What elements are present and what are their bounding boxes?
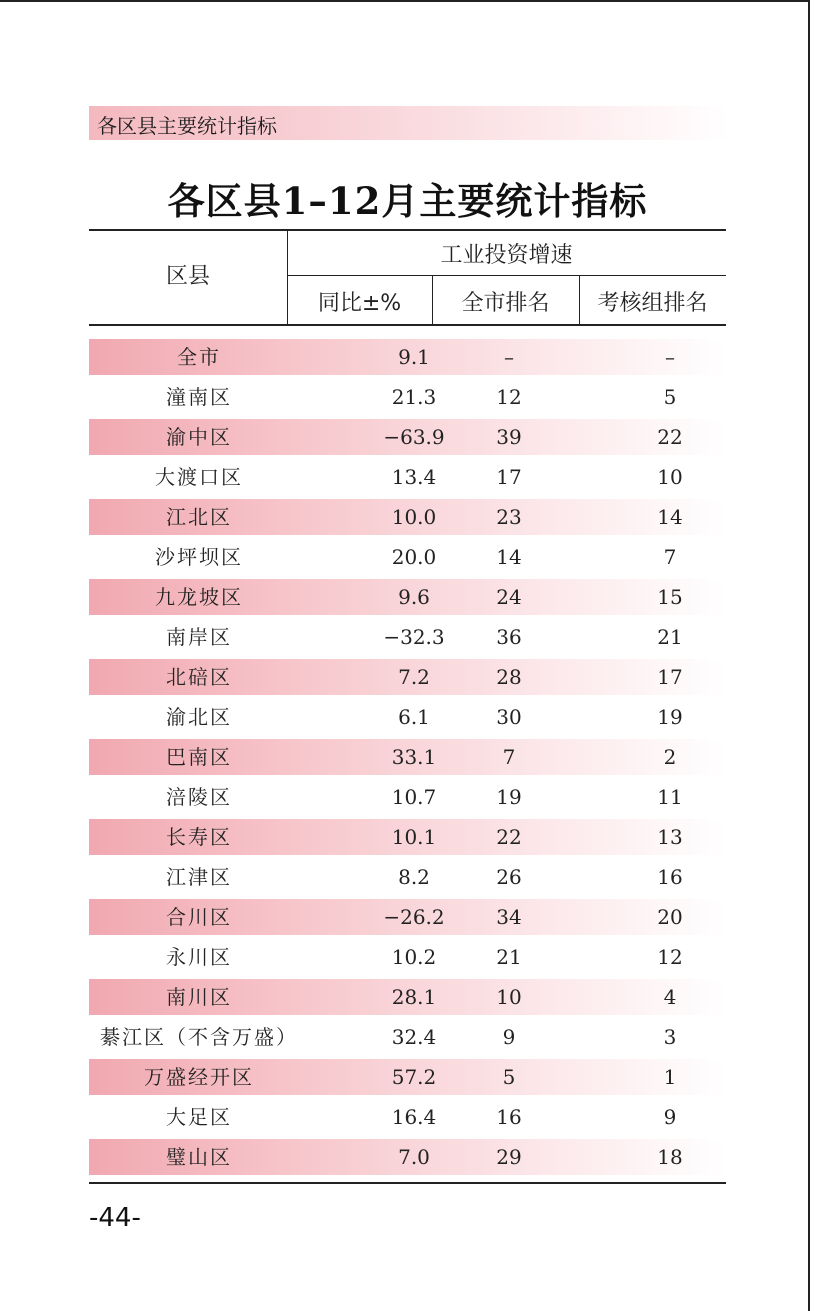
yoy-value: 10.0 bbox=[391, 505, 437, 529]
table-row bbox=[89, 419, 726, 455]
group-rank-value: 2 bbox=[663, 745, 677, 769]
table-row bbox=[89, 499, 726, 535]
district-name: 渝中区 bbox=[166, 425, 232, 449]
yoy-value: 10.2 bbox=[391, 945, 437, 969]
header-bottom-rule bbox=[89, 324, 726, 326]
district-name: 永川区 bbox=[166, 945, 232, 969]
table-row bbox=[89, 1139, 726, 1175]
table-row bbox=[89, 899, 726, 935]
yoy-value: 10.7 bbox=[391, 785, 437, 809]
group-rank-value: 19 bbox=[657, 705, 683, 729]
yoy-value: 20.0 bbox=[391, 545, 437, 569]
district-name: 大足区 bbox=[166, 1105, 232, 1129]
group-rank-value: 3 bbox=[663, 1025, 677, 1049]
city-rank-value: 34 bbox=[496, 905, 522, 929]
page-title: 各区县1–12月主要统计指标 bbox=[167, 179, 648, 223]
district-name: 长寿区 bbox=[166, 825, 232, 849]
city-rank-value: 19 bbox=[496, 785, 522, 809]
city-rank-value: – bbox=[504, 345, 514, 369]
city-rank-value: 22 bbox=[496, 825, 522, 849]
table-row bbox=[89, 1059, 726, 1095]
yoy-value: −32.3 bbox=[383, 625, 445, 649]
yoy-value: −26.2 bbox=[383, 905, 445, 929]
yoy-value: 57.2 bbox=[391, 1065, 437, 1089]
city-rank-value: 16 bbox=[496, 1105, 522, 1129]
table-row bbox=[89, 339, 726, 375]
district-name: 江津区 bbox=[166, 865, 232, 889]
group-rank-value: 11 bbox=[657, 785, 683, 809]
yoy-value: 9.1 bbox=[398, 345, 430, 369]
yoy-value: −63.9 bbox=[383, 425, 445, 449]
table-row bbox=[89, 779, 726, 819]
yoy-value: 32.4 bbox=[391, 1025, 437, 1049]
city-rank-value: 9 bbox=[502, 1025, 516, 1049]
district-name: 潼南区 bbox=[166, 385, 232, 409]
city-rank-value: 26 bbox=[496, 865, 522, 889]
table-row bbox=[89, 979, 726, 1015]
district-name: 涪陵区 bbox=[166, 785, 232, 809]
city-rank-value: 24 bbox=[496, 585, 522, 609]
header-city-rank: 全市排名 bbox=[461, 291, 550, 316]
district-name: 大渡口区 bbox=[155, 465, 243, 489]
table-row bbox=[89, 579, 726, 615]
yoy-value: 21.3 bbox=[391, 385, 437, 409]
group-rank-value: 7 bbox=[663, 545, 677, 569]
table-row bbox=[89, 659, 726, 695]
city-rank-value: 21 bbox=[496, 945, 522, 969]
group-rank-value: 10 bbox=[657, 465, 683, 489]
district-name: 江北区 bbox=[166, 505, 232, 529]
table-row bbox=[89, 1019, 726, 1059]
page-number: -44- bbox=[89, 1203, 141, 1233]
yoy-value: 9.6 bbox=[398, 585, 430, 609]
table-top-rule bbox=[89, 229, 726, 231]
yoy-value: 6.1 bbox=[398, 705, 430, 729]
city-rank-value: 10 bbox=[496, 985, 522, 1009]
yoy-value: 28.1 bbox=[391, 985, 437, 1009]
district-name: 九龙坡区 bbox=[155, 585, 243, 609]
district-name: 全市 bbox=[177, 345, 221, 369]
table-row bbox=[89, 819, 726, 855]
group-rank-value: 12 bbox=[657, 945, 683, 969]
group-rank-value: 22 bbox=[657, 425, 683, 449]
table-body bbox=[89, 339, 726, 1179]
group-rank-value: 16 bbox=[657, 865, 683, 889]
group-rank-value: 17 bbox=[657, 665, 683, 689]
city-rank-value: 17 bbox=[496, 465, 522, 489]
yoy-value: 13.4 bbox=[391, 465, 437, 489]
district-name: 璧山区 bbox=[166, 1145, 232, 1169]
city-rank-value: 12 bbox=[496, 385, 522, 409]
table-bottom-rule bbox=[89, 1182, 726, 1184]
group-rank-value: 9 bbox=[663, 1105, 677, 1129]
city-rank-value: 36 bbox=[496, 625, 522, 649]
group-rank-value: 20 bbox=[657, 905, 683, 929]
group-rank-value: 15 bbox=[657, 585, 683, 609]
city-rank-value: 28 bbox=[496, 665, 522, 689]
district-name: 北碚区 bbox=[166, 665, 232, 689]
header-group-rank: 考核组排名 bbox=[597, 291, 708, 316]
city-rank-value: 7 bbox=[502, 745, 516, 769]
district-name: 綦江区（不含万盛） bbox=[100, 1025, 298, 1049]
city-rank-value: 39 bbox=[496, 425, 522, 449]
yoy-value: 10.1 bbox=[391, 825, 437, 849]
group-rank-value: 14 bbox=[657, 505, 683, 529]
district-name: 南川区 bbox=[166, 985, 232, 1009]
table-row bbox=[89, 1099, 726, 1139]
header-district: 区县 bbox=[165, 264, 210, 289]
district-name: 巴南区 bbox=[166, 745, 232, 769]
table-row bbox=[89, 459, 726, 499]
city-rank-value: 30 bbox=[496, 705, 522, 729]
yoy-value: 16.4 bbox=[391, 1105, 437, 1129]
group-rank-value: 1 bbox=[663, 1065, 677, 1089]
table-row bbox=[89, 699, 726, 739]
city-rank-value: 29 bbox=[496, 1145, 522, 1169]
group-rank-value: 18 bbox=[657, 1145, 683, 1169]
group-rank-value: – bbox=[665, 345, 675, 369]
group-rank-value: 13 bbox=[657, 825, 683, 849]
city-rank-value: 23 bbox=[496, 505, 522, 529]
district-name: 合川区 bbox=[166, 905, 232, 929]
district-name: 南岸区 bbox=[166, 625, 232, 649]
table-row bbox=[89, 539, 726, 579]
table-row bbox=[89, 739, 726, 775]
yoy-value: 8.2 bbox=[398, 865, 430, 889]
city-rank-value: 5 bbox=[502, 1065, 516, 1089]
group-rank-value: 5 bbox=[663, 385, 677, 409]
district-name: 沙坪坝区 bbox=[155, 545, 243, 569]
table-row bbox=[89, 859, 726, 899]
district-name: 渝北区 bbox=[166, 705, 232, 729]
section-banner bbox=[89, 106, 729, 140]
section-banner-text: 各区县主要统计指标 bbox=[97, 114, 277, 138]
table-row bbox=[89, 619, 726, 659]
table-row bbox=[89, 939, 726, 979]
group-rank-value: 21 bbox=[657, 625, 683, 649]
yoy-value: 7.2 bbox=[398, 665, 430, 689]
district-name: 万盛经开区 bbox=[144, 1065, 254, 1089]
city-rank-value: 14 bbox=[496, 545, 522, 569]
yoy-value: 33.1 bbox=[391, 745, 437, 769]
header-yoy: 同比±% bbox=[317, 291, 402, 316]
table-row bbox=[89, 379, 726, 419]
header-mid-rule bbox=[287, 275, 726, 276]
header-industrial-investment: 工业投资增速 bbox=[440, 243, 573, 268]
yoy-value: 7.0 bbox=[398, 1145, 430, 1169]
group-rank-value: 4 bbox=[663, 985, 677, 1009]
